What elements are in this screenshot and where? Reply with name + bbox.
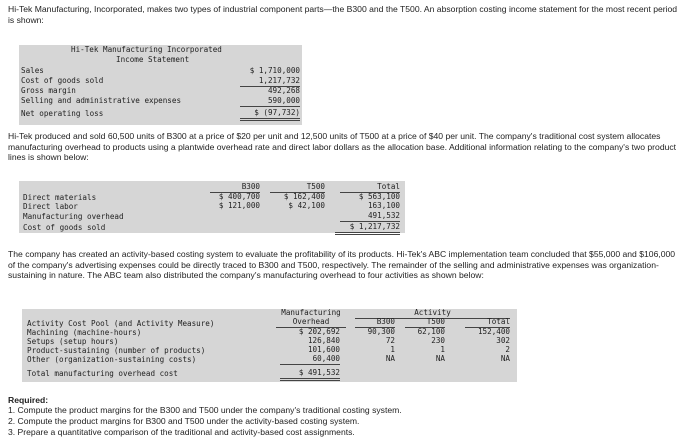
statement-title: Income Statement bbox=[116, 55, 190, 64]
is-label-gross-margin: Gross margin bbox=[21, 86, 76, 95]
abc-total-other: NA bbox=[500, 354, 510, 363]
cost-dl-total: 163,100 bbox=[367, 201, 400, 210]
abc-mo-setups: 126,840 bbox=[307, 336, 340, 345]
abc-total-setups: 302 bbox=[496, 336, 510, 345]
abc-pool-header: Activity Cost Pool (and Activity Measure) bbox=[27, 319, 215, 328]
required-item-3: 3. Prepare a quantitative comparison of the traditional and activity-based cost assignments. bbox=[8, 427, 355, 437]
cost-header-b300: B300 bbox=[210, 182, 260, 193]
abc-header-total: Total bbox=[465, 317, 510, 328]
abc-label-other: Other (organization-sustaining costs) bbox=[27, 355, 197, 364]
cost-mo-total: 491,532 bbox=[340, 211, 400, 222]
abc-label-setups: Setups (setup hours) bbox=[27, 337, 119, 346]
is-value-sga: 590,000 bbox=[240, 96, 300, 107]
abc-t500-machining: 62,100 bbox=[417, 327, 445, 336]
is-value-gross-margin: 492,268 bbox=[267, 86, 300, 95]
abc-header-mo-2: Overhead bbox=[276, 317, 346, 328]
cost-dm-total: $ 563,100 bbox=[358, 192, 400, 201]
abc-header-t500: T500 bbox=[405, 317, 445, 328]
required-item-2: 2. Compute the product margins for B300 and T500 under the activity-based costing system. bbox=[8, 416, 360, 426]
abc-t500-product-sustaining: 1 bbox=[440, 345, 445, 354]
abc-t500-setups: 230 bbox=[431, 336, 445, 345]
is-value-cogs: 1,217,732 bbox=[240, 76, 300, 87]
abc-label-machining: Machining (machine-hours) bbox=[27, 328, 142, 337]
abc-header-b300: B300 bbox=[355, 317, 395, 328]
cost-dm-b300: $ 400,700 bbox=[218, 192, 260, 201]
required-title: Required: bbox=[8, 395, 49, 405]
is-value-net-loss: $ (97,732) bbox=[240, 108, 300, 121]
is-label-net-loss: Net operating loss bbox=[21, 109, 104, 118]
abc-label-product-sustaining: Product-sustaining (number of products) bbox=[27, 346, 206, 355]
abc-total-machining: 152,400 bbox=[477, 327, 510, 336]
cost-header-t500: T500 bbox=[270, 182, 325, 193]
production-paragraph: Hi-Tek produced and sold 60,500 units of B300 at a price of $20 per unit and 12,500 units of T500 at a price of $40 per unit. The company's traditional cost system allocates manufacturing overhead to products using a plantwide overhead rate and direct labor dollars as the allocation base. Additional information relating to the company's two product lines is shown below: bbox=[8, 131, 677, 163]
abc-label-total-mo: Total manufacturing overhead cost bbox=[27, 369, 178, 378]
abc-mo-machining: $ 202,692 bbox=[298, 327, 340, 336]
abc-total-product-sustaining: 2 bbox=[505, 345, 510, 354]
is-value-sales: $ 1,710,000 bbox=[249, 66, 300, 75]
abc-b300-other: NA bbox=[385, 354, 395, 363]
abc-b300-machining: 90,300 bbox=[367, 327, 395, 336]
cost-label-cogs: Cost of goods sold bbox=[23, 223, 106, 232]
abc-paragraph: The company has created an activity-based costing system to evaluate the profitability of its products. Hi-Tek's ABC implementation team concluded that $55,000 and $106,000 of the company's advertising expenses could be directly traced to B300 and T500, respectively. The remainder of the selling and administrative expenses was organization-sustaining in nature. The ABC team also distributed the company's manufacturing overhead to four activities as shown below: bbox=[8, 249, 676, 281]
cost-cogs-total: $ 1,217,732 bbox=[335, 222, 400, 235]
abc-t500-other: NA bbox=[435, 354, 445, 363]
abc-b300-product-sustaining: 1 bbox=[390, 345, 395, 354]
abc-mo-other: 60,400 bbox=[280, 354, 340, 365]
cost-dl-b300: $ 121,000 bbox=[218, 201, 260, 210]
cost-label-dl: Direct labor bbox=[23, 202, 78, 211]
abc-header-activity: Activity bbox=[355, 308, 510, 319]
cost-header-total: Total bbox=[340, 182, 400, 193]
abc-b300-setups: 72 bbox=[385, 336, 395, 345]
intro-paragraph: Hi-Tek Manufacturing, Incorporated, makes two types of industrial component parts—the B300 and the T500. An absorption costing income statement for the most recent period is shown: bbox=[8, 4, 678, 25]
is-label-sga: Selling and administrative expenses bbox=[21, 96, 182, 105]
abc-mo-product-sustaining: 101,600 bbox=[307, 345, 340, 354]
cost-dm-t500: $ 162,400 bbox=[283, 192, 325, 201]
abc-header-mo-1: Manufacturing bbox=[281, 308, 341, 317]
abc-mo-total: $ 491,532 bbox=[280, 368, 340, 381]
company-name: Hi-Tek Manufacturing Incorporated bbox=[71, 45, 222, 54]
is-label-cogs: Cost of goods sold bbox=[21, 76, 104, 85]
required-item-1: 1. Compute the product margins for the B300 and T500 under the company's traditional costing system. bbox=[8, 405, 402, 415]
cost-label-mo: Manufacturing overhead bbox=[23, 212, 124, 221]
cost-label-dm: Direct materials bbox=[23, 193, 97, 202]
cost-dl-t500: $ 42,100 bbox=[288, 201, 325, 210]
is-label-sales: Sales bbox=[21, 66, 44, 75]
